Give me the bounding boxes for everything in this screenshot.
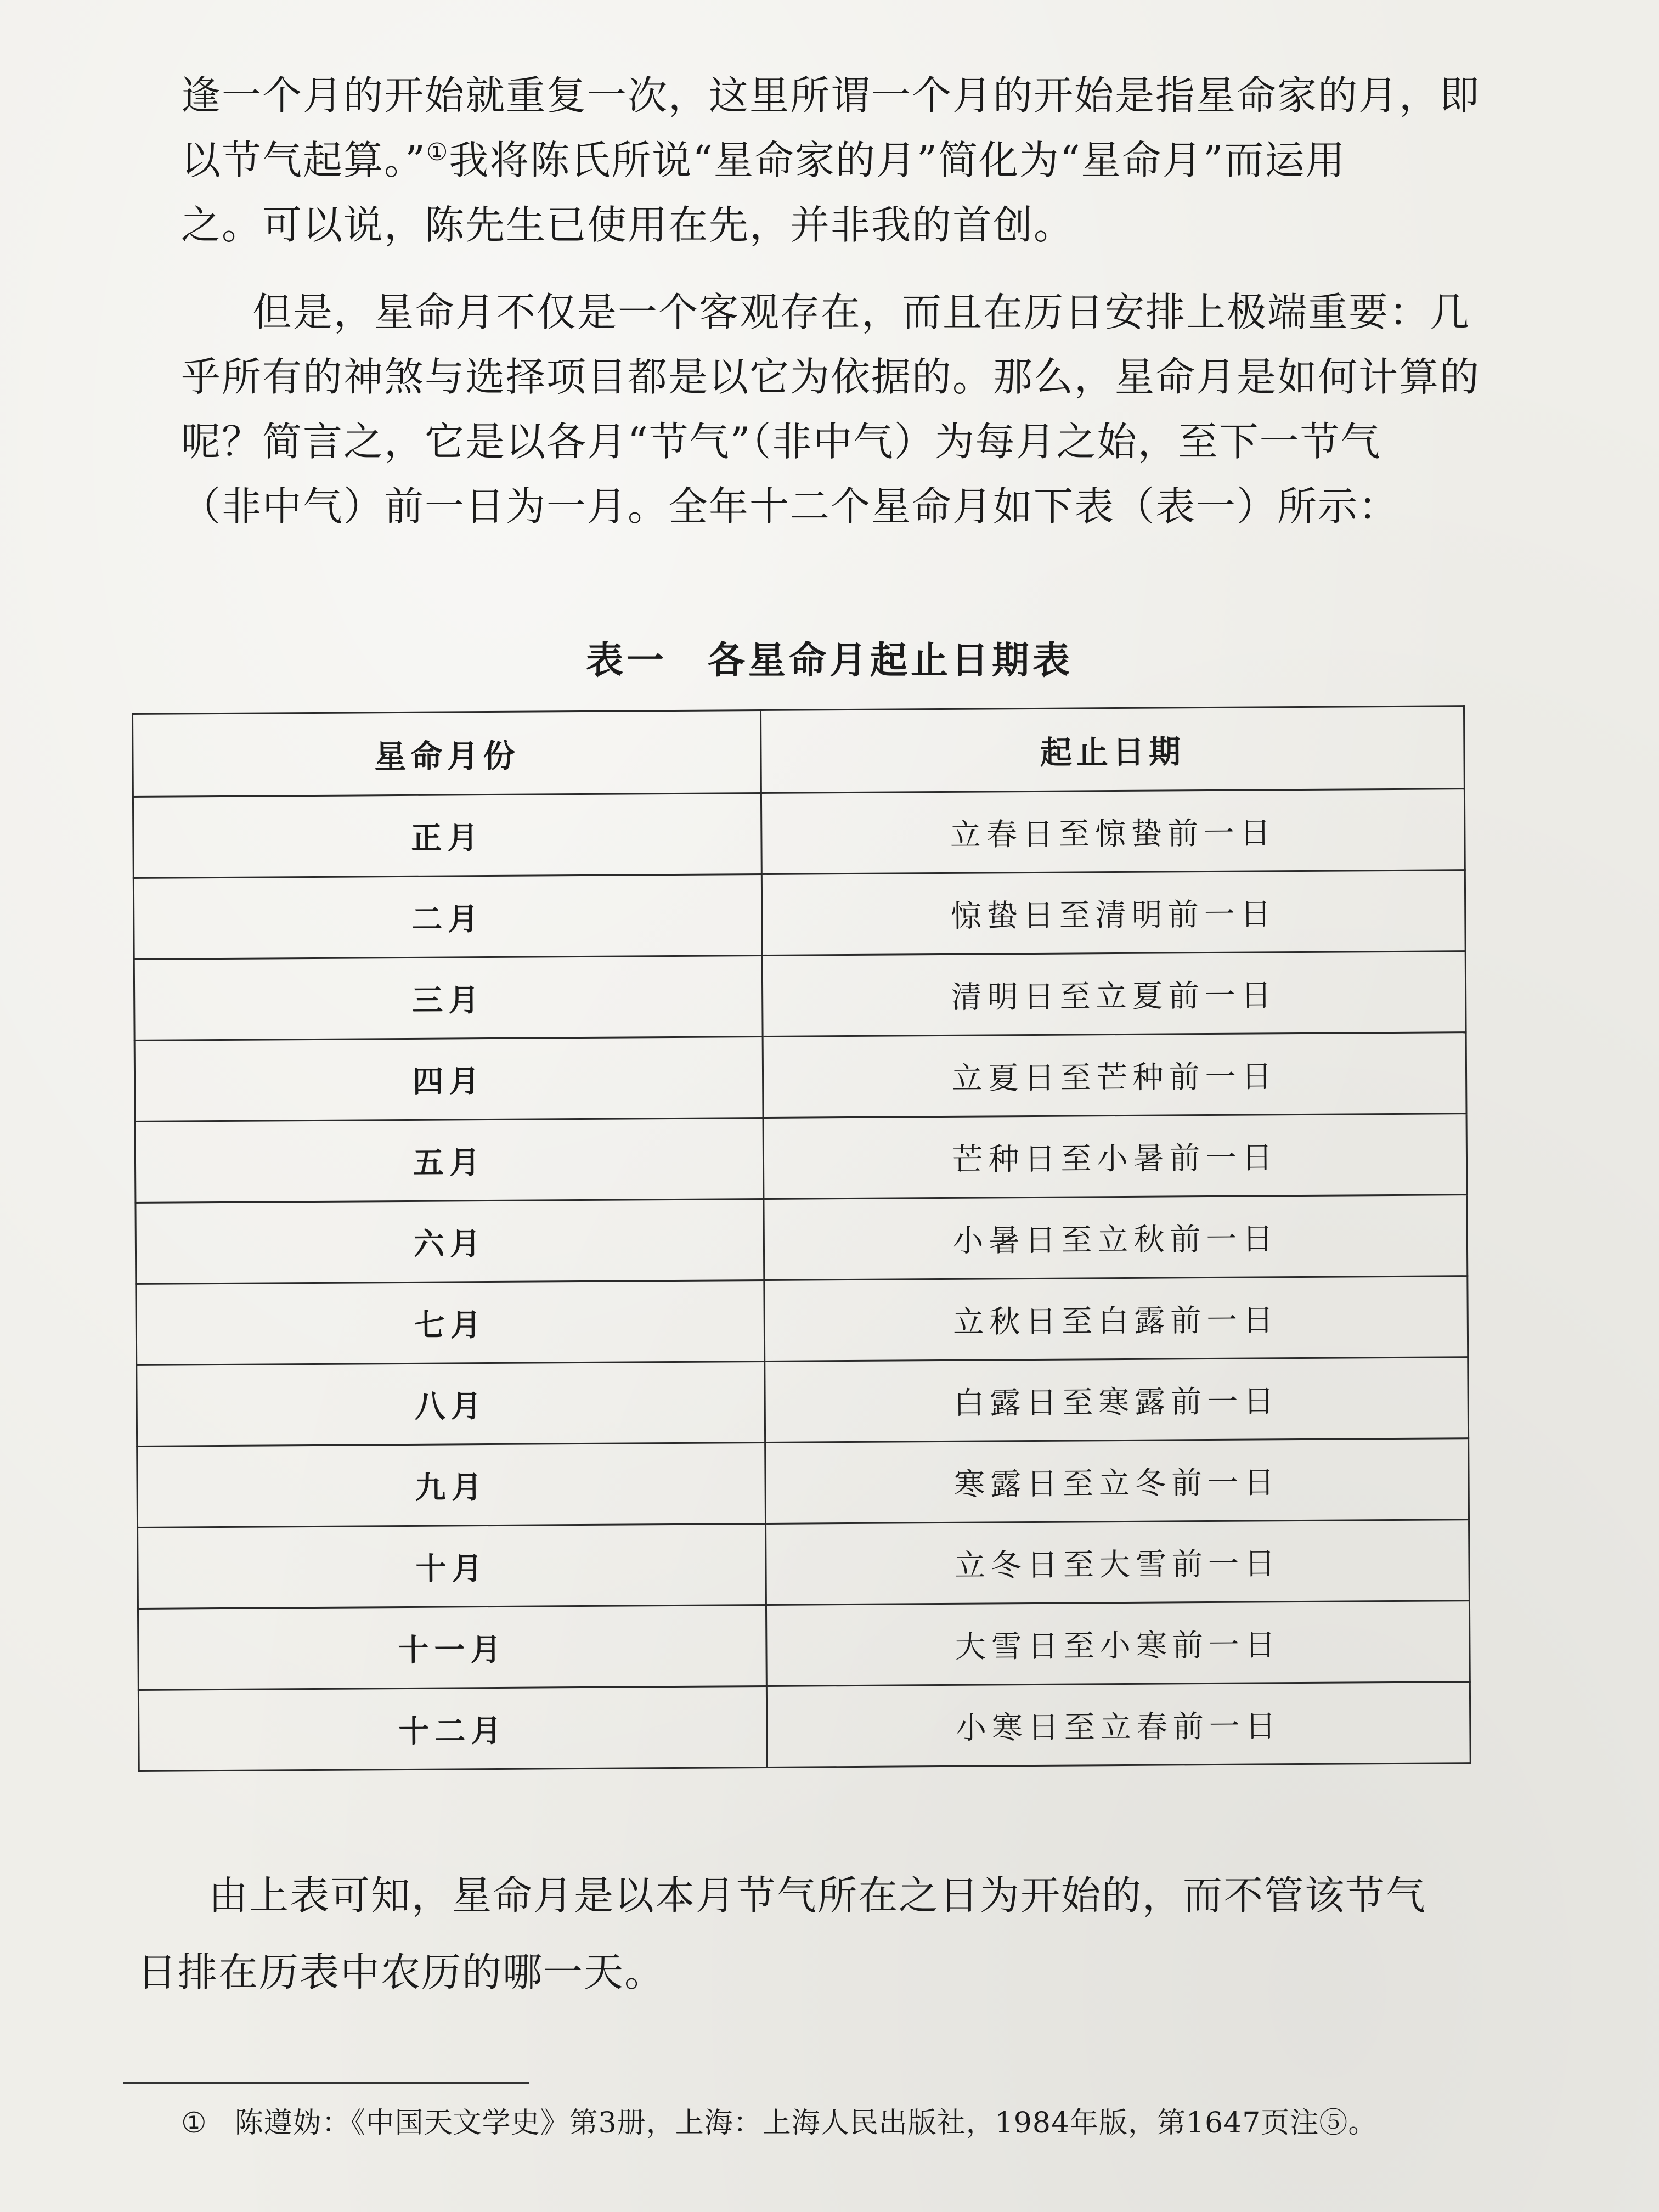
table-row — [134, 1032, 1466, 1122]
table-row — [137, 1438, 1469, 1528]
month-cell: 三月 — [134, 955, 763, 1040]
month-cell: 二月 — [133, 874, 762, 959]
table-row — [134, 951, 1466, 1041]
paragraph-2-line-2: 乎所有的神煞与选择项目都是以它为依据的。那么，星命月是如何计算的 — [181, 354, 1481, 400]
star-month-table — [132, 705, 1471, 1772]
paragraph-1-line-2 — [181, 128, 1459, 193]
table-title: 表一 各星命月起止日期表 — [585, 639, 1073, 682]
table-row — [138, 1601, 1470, 1690]
table-row — [136, 1276, 1468, 1365]
month-cell: 十二月 — [138, 1686, 767, 1771]
footnote — [181, 2104, 1377, 2142]
paragraph-2-line-1: 但是，星命月不仅是一个客观存在，而且在历日安排上极端重要：几 — [252, 289, 1471, 335]
paragraph-1-line-1: 逢一个月的开始就重复一次，这里所谓一个月的开始是指星命家的月，即 — [181, 72, 1481, 119]
month-cell: 四月 — [134, 1036, 763, 1121]
table-row — [135, 1114, 1467, 1203]
table-row — [133, 870, 1465, 960]
footnote-reference: ① — [426, 138, 449, 166]
footnote-mark: ① — [181, 2107, 207, 2140]
table-row — [137, 1357, 1469, 1447]
table-row — [136, 1195, 1468, 1284]
range-cell: 立秋日至白露前一日 — [764, 1276, 1468, 1362]
month-cell: 九月 — [137, 1442, 766, 1527]
month-cell: 五月 — [135, 1118, 764, 1203]
range-cell: 惊蛰日至清明前一日 — [761, 870, 1465, 956]
table-header-row — [133, 706, 1465, 797]
header-date-range: 起止日期 — [760, 706, 1464, 793]
range-cell: 白露日至寒露前一日 — [765, 1357, 1469, 1443]
month-cell: 六月 — [136, 1199, 764, 1284]
table-row — [138, 1682, 1470, 1771]
range-cell: 立春日至惊蛰前一日 — [761, 789, 1465, 874]
table-row — [133, 789, 1465, 878]
month-cell: 十一月 — [138, 1605, 766, 1690]
month-cell: 正月 — [133, 793, 761, 878]
range-cell: 大雪日至小寒前一日 — [766, 1601, 1470, 1686]
paragraph-3 — [137, 1857, 1465, 2011]
month-cell: 七月 — [136, 1280, 765, 1365]
paragraph-1 — [181, 63, 1481, 257]
paragraph-1-line-2-b: 我将陈氏所说“星命家的月”简化为“星命月”而运用 — [449, 137, 1346, 183]
range-cell: 芒种日至小暑前一日 — [763, 1114, 1467, 1199]
range-cell: 清明日至立夏前一日 — [762, 951, 1466, 1037]
footnote-text: 陈遵妫：《中国天文学史》第3册，上海：上海人民出版社，1984年版，第1647页注⑤。 — [234, 2107, 1378, 2140]
range-cell: 寒露日至立冬前一日 — [765, 1438, 1469, 1524]
paragraph-3-line-1: 由上表可知，星命月是以本月节气所在之日为开始的，而不管该节气 — [208, 1872, 1427, 1918]
range-cell: 立冬日至大雪前一日 — [766, 1520, 1470, 1605]
header-month: 星命月份 — [133, 710, 761, 797]
range-cell: 立夏日至芒种前一日 — [763, 1032, 1466, 1118]
paragraph-2 — [181, 280, 1481, 539]
paragraph-1-line-3: 之。可以说，陈先生已使用在先，并非我的首创。 — [181, 202, 1075, 248]
paragraph-1-line-2-a: 以节气起算。” — [181, 137, 426, 183]
table-row — [138, 1520, 1470, 1609]
footnote-divider — [123, 2082, 529, 2084]
paragraph-3-line-2: 日排在历表中农历的哪一天。 — [137, 1949, 665, 1995]
range-cell: 小寒日至立春前一日 — [766, 1682, 1470, 1768]
range-cell: 小暑日至立秋前一日 — [764, 1195, 1468, 1280]
paragraph-2-line-4: （非中气）前一日为一月。全年十二个星命月如下表（表一）所示： — [181, 483, 1400, 529]
month-cell: 十月 — [138, 1523, 766, 1609]
month-cell: 八月 — [137, 1361, 765, 1446]
paragraph-2-line-3: 呢？简言之，它是以各月“节气”（非中气）为每月之始，至下一节气 — [181, 419, 1381, 465]
